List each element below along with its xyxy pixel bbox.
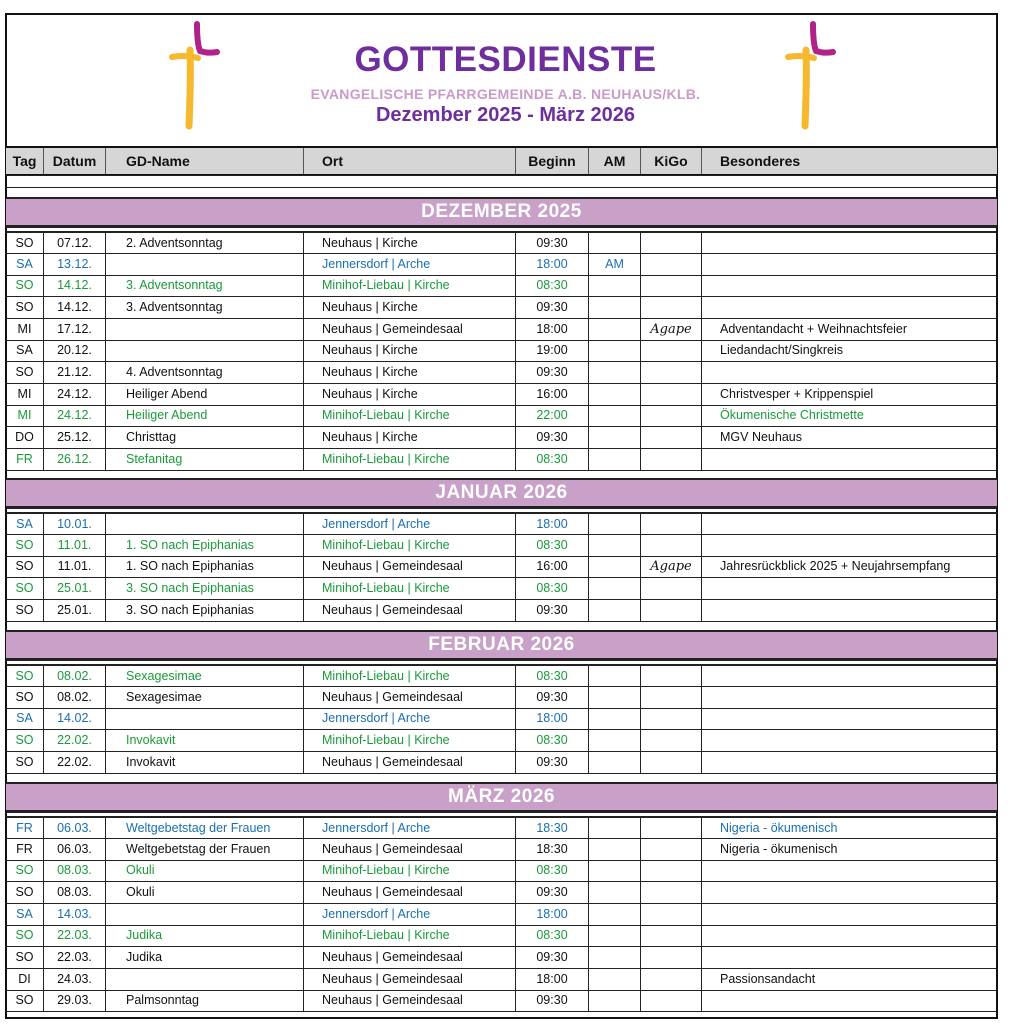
cell-gd-name: Heiliger Abend [106,384,304,406]
spacer-band [6,175,997,188]
cell-datum: 24.12. [44,405,106,427]
cell-datum: 29.03. [44,990,106,1012]
cell-ort: Neuhaus | Kirche [304,427,516,449]
table-row [6,535,997,557]
cell-beginn: 09:30 [516,687,589,709]
cell-ort: Minihof-Liebau | Kirche [304,405,516,427]
cell-besonderes [702,687,997,709]
cell-datum: 22.03. [44,925,106,947]
cell-datum: 06.03. [44,818,106,840]
page-subtitle: EVANGELISCHE PFARRGEMEINDE A.B. NEUHAUS/KLB. [310,86,701,102]
table-row [6,687,997,709]
cell-datum: 06.03. [44,839,106,861]
cell-tag: SO [6,666,44,688]
cell-tag: SO [6,297,44,319]
cell-beginn: 08:30 [516,925,589,947]
cell-beginn: 18:00 [516,319,589,341]
cell-ort: Minihof-Liebau | Kirche [304,860,516,882]
cell-ort: Neuhaus | Gemeindesaal [304,839,516,861]
col-tag: Tag [6,148,44,174]
cell-tag: SO [6,275,44,297]
cell-kigo [641,427,702,449]
cell-am [589,687,641,709]
cell-besonderes [702,990,997,1012]
cell-datum: 25.12. [44,427,106,449]
cell-ort: Neuhaus | Gemeindesaal [304,990,516,1012]
cell-am [589,839,641,861]
cell-kigo [641,708,702,730]
cell-besonderes [702,578,997,600]
cell-beginn: 09:30 [516,752,589,774]
table-row [6,752,997,774]
cell-datum: 24.03. [44,969,106,991]
cell-beginn: 18:00 [516,904,589,926]
cell-beginn: 08:30 [516,666,589,688]
cell-am [589,319,641,341]
cell-kigo [641,925,702,947]
cell-ort: Neuhaus | Gemeindesaal [304,752,516,774]
table-row [6,904,997,926]
cell-tag: DO [6,427,44,449]
cell-tag: SA [6,514,44,536]
cell-datum: 07.12. [44,233,106,255]
cell-gd-name: Judika [106,947,304,969]
table-row [6,665,997,687]
cell-gd-name: Sexagesimae [106,666,304,688]
cell-besonderes [702,860,997,882]
table-row [6,427,997,449]
cell-tag: SO [6,535,44,557]
table-row [6,925,997,947]
cell-am [589,514,641,536]
cell-besonderes [702,882,997,904]
cell-datum: 14.12. [44,297,106,319]
cell-tag: SO [6,578,44,600]
cell-gd-name: Judika [106,925,304,947]
table-row [6,839,997,861]
cell-beginn: 16:00 [516,384,589,406]
cell-beginn: 16:00 [516,556,589,578]
table-header [6,146,997,176]
cell-ort: Neuhaus | Gemeindesaal [304,319,516,341]
cell-besonderes [702,535,997,557]
cell-kigo [641,990,702,1012]
cell-beginn: 08:30 [516,860,589,882]
cell-am [589,730,641,752]
cell-am [589,818,641,840]
cell-am [589,427,641,449]
cell-gd-name [106,254,304,276]
cell-am [589,860,641,882]
cell-ort: Jennersdorf | Arche [304,514,516,536]
cell-am [589,708,641,730]
cell-kigo [641,233,702,255]
cell-kigo [641,860,702,882]
cell-beginn: 18:00 [516,708,589,730]
cell-besonderes [702,730,997,752]
col-gd-name: GD-Name [106,148,304,174]
cell-kigo [641,340,702,362]
col-ort: Ort [304,148,516,174]
cell-gd-name: Okuli [106,860,304,882]
cell-tag: SA [6,254,44,276]
cell-tag: SO [6,687,44,709]
cell-ort: Jennersdorf | Arche [304,904,516,926]
table-row [6,340,997,362]
cell-am [589,535,641,557]
cell-tag: SO [6,752,44,774]
page-title: GOTTESDIENSTE [354,40,657,79]
table-row [6,232,997,254]
cell-datum: 25.01. [44,578,106,600]
cell-datum: 26.12. [44,449,106,471]
col-besonderes: Besonderes [720,153,801,169]
cell-am [589,990,641,1012]
cell-ort: Neuhaus | Gemeindesaal [304,687,516,709]
cell-datum: 08.03. [44,860,106,882]
cell-gd-name: 2. Adventsonntag [106,233,304,255]
table-row [6,578,997,600]
cell-tag: MI [6,319,44,341]
cell-ort: Minihof-Liebau | Kirche [304,666,516,688]
cell-besonderes [702,600,997,622]
cell-tag: SA [6,340,44,362]
col-beginn: Beginn [516,148,589,174]
cell-besonderes [702,708,997,730]
table-row [6,297,997,319]
cell-tag: SO [6,882,44,904]
cell-gd-name: Heiliger Abend [106,405,304,427]
cell-datum: 13.12. [44,254,106,276]
cell-besonderes [702,514,997,536]
cell-besonderes [702,925,997,947]
cell-tag: MI [6,384,44,406]
cell-beginn: 09:30 [516,882,589,904]
cell-kigo [641,666,702,688]
cell-ort: Minihof-Liebau | Kirche [304,449,516,471]
cell-beginn: 09:30 [516,233,589,255]
cell-ort: Neuhaus | Gemeindesaal [304,969,516,991]
cell-besonderes: Passionsandacht [720,972,816,986]
cell-tag: SO [6,947,44,969]
table-row [6,254,997,276]
cell-datum: 22.03. [44,947,106,969]
cell-tag: SO [6,362,44,384]
cell-kigo [641,904,702,926]
cell-besonderes: Nigeria - ökumenisch [720,842,838,856]
cell-kigo [641,839,702,861]
table-row [6,969,997,991]
cell-am [589,340,641,362]
cell-datum: 20.12. [44,340,106,362]
cell-beginn: 08:30 [516,535,589,557]
cell-kigo [641,514,702,536]
cell-am [589,275,641,297]
table-row [6,990,997,1012]
table-row [6,556,997,578]
cell-tag: SO [6,860,44,882]
cell-besonderes [702,947,997,969]
cell-ort: Minihof-Liebau | Kirche [304,730,516,752]
cell-datum: 08.02. [44,687,106,709]
cell-am [589,752,641,774]
table-row [6,384,997,406]
cell-beginn: 18:00 [516,514,589,536]
cell-besonderes [702,752,997,774]
cell-kigo: Agape [641,556,702,578]
cell-gd-name: 1. SO nach Epiphanias [106,556,304,578]
cell-beginn: 09:30 [516,600,589,622]
cell-beginn: 18:30 [516,818,589,840]
col-am: AM [589,148,641,174]
cell-am [589,449,641,471]
cell-kigo [641,384,702,406]
cell-gd-name: 3. SO nach Epiphanias [106,600,304,622]
cell-ort: Jennersdorf | Arche [304,254,516,276]
section-header: MÄRZ 2026 [6,782,997,812]
cell-gd-name [106,514,304,536]
cell-ort: Neuhaus | Kirche [304,384,516,406]
table-row [6,708,997,730]
cell-ort: Minihof-Liebau | Kirche [304,535,516,557]
cell-datum: 14.03. [44,904,106,926]
cell-am [589,578,641,600]
cell-gd-name [106,319,304,341]
cell-besonderes [702,275,997,297]
table-row [6,275,997,297]
cell-gd-name [106,969,304,991]
cell-beginn: 08:30 [516,578,589,600]
cell-gd-name: Invokavit [106,730,304,752]
cell-tag: SO [6,556,44,578]
cell-besonderes [702,449,997,471]
cell-beginn: 09:30 [516,947,589,969]
cell-tag: FR [6,449,44,471]
cell-kigo [641,405,702,427]
cell-datum: 08.03. [44,882,106,904]
cell-datum: 14.02. [44,708,106,730]
table-row [6,947,997,969]
cell-datum: 22.02. [44,730,106,752]
cell-besonderes: Adventandacht + Weihnachtsfeier [720,322,908,336]
cell-tag: SO [6,600,44,622]
cell-datum: 17.12. [44,319,106,341]
col-kigo: KiGo [641,148,702,174]
cell-kigo [641,449,702,471]
cell-gd-name: 3. Adventsonntag [106,297,304,319]
cell-kigo [641,578,702,600]
cell-am [589,904,641,926]
cell-besonderes [702,254,997,276]
cell-tag: SO [6,990,44,1012]
cell-ort: Neuhaus | Gemeindesaal [304,556,516,578]
cell-am: AM [589,254,641,276]
cell-beginn: 08:30 [516,275,589,297]
cell-besonderes: MGV Neuhaus [720,430,802,444]
cell-tag: SO [6,730,44,752]
section-header: DEZEMBER 2025 [6,197,997,227]
cell-gd-name: Palmsonntag [106,990,304,1012]
table-row [6,513,997,535]
cell-am [589,362,641,384]
cell-datum: 22.02. [44,752,106,774]
cell-am [589,556,641,578]
cell-tag: SO [6,233,44,255]
cell-beginn: 18:00 [516,254,589,276]
cell-gd-name: Okuli [106,882,304,904]
table-row [6,319,997,341]
cell-kigo [641,275,702,297]
cell-am [589,297,641,319]
cell-besonderes [702,904,997,926]
cell-besonderes [702,297,997,319]
cell-am [589,969,641,991]
cell-gd-name [106,340,304,362]
cell-kigo [641,254,702,276]
cell-gd-name: 3. SO nach Epiphanias [106,578,304,600]
cell-beginn: 08:30 [516,730,589,752]
table-row [6,730,997,752]
cell-ort: Neuhaus | Kirche [304,297,516,319]
section-header: JANUAR 2026 [6,478,997,508]
cell-ort: Jennersdorf | Arche [304,818,516,840]
cell-gd-name: Invokavit [106,752,304,774]
cell-ort: Jennersdorf | Arche [304,708,516,730]
cell-tag: SA [6,904,44,926]
cell-beginn: 22:00 [516,405,589,427]
cell-datum: 14.12. [44,275,106,297]
period-title: Dezember 2025 - März 2026 [375,104,636,126]
cell-beginn: 09:30 [516,297,589,319]
cell-kigo [641,969,702,991]
cell-ort: Neuhaus | Gemeindesaal [304,600,516,622]
cell-gd-name: 1. SO nach Epiphanias [106,535,304,557]
cell-gd-name: 4. Adventsonntag [106,362,304,384]
cell-ort: Minihof-Liebau | Kirche [304,925,516,947]
cell-tag: DI [6,969,44,991]
cell-gd-name [106,708,304,730]
cell-ort: Neuhaus | Kirche [304,340,516,362]
cell-gd-name: 3. Adventsonntag [106,275,304,297]
cell-kigo [641,535,702,557]
cell-kigo [641,687,702,709]
cell-am [589,947,641,969]
cell-am [589,925,641,947]
cell-tag: FR [6,839,44,861]
cell-besonderes: Ökumenische Christmette [720,408,864,422]
cell-besonderes: Liedandacht/Singkreis [720,343,843,357]
cell-datum: 24.12. [44,384,106,406]
cell-tag: FR [6,818,44,840]
cell-kigo [641,600,702,622]
cell-ort: Neuhaus | Kirche [304,362,516,384]
cell-datum: 11.01. [44,556,106,578]
cell-tag: SA [6,708,44,730]
table-row [6,600,997,622]
cell-tag: MI [6,405,44,427]
cell-datum: 21.12. [44,362,106,384]
cell-gd-name: Sexagesimae [106,687,304,709]
table-row [6,405,997,427]
cell-beginn: 09:30 [516,427,589,449]
cell-datum: 11.01. [44,535,106,557]
cell-besonderes: Jahresrückblick 2025 + Neujahrsempfang [720,559,951,573]
cell-gd-name: Christtag [106,427,304,449]
cell-besonderes [702,362,997,384]
cell-beginn: 08:30 [516,449,589,471]
cell-kigo [641,752,702,774]
cell-gd-name [106,904,304,926]
cell-am [589,666,641,688]
cell-besonderes [702,666,997,688]
cell-kigo [641,818,702,840]
cell-am [589,405,641,427]
cell-ort: Neuhaus | Gemeindesaal [304,882,516,904]
cell-kigo: Agape [641,319,702,341]
table-row [6,362,997,384]
cell-besonderes: Nigeria - ökumenisch [720,821,838,835]
section-header: FEBRUAR 2026 [6,630,997,660]
table-row [6,449,997,471]
cell-ort: Minihof-Liebau | Kirche [304,578,516,600]
cell-datum: 08.02. [44,666,106,688]
cell-ort: Neuhaus | Kirche [304,233,516,255]
cell-kigo [641,882,702,904]
cell-gd-name: Stefanitag [106,449,304,471]
cell-beginn: 19:00 [516,340,589,362]
cell-kigo [641,297,702,319]
cell-ort: Neuhaus | Gemeindesaal [304,947,516,969]
cell-kigo [641,947,702,969]
cell-am [589,600,641,622]
cell-am [589,233,641,255]
cell-ort: Minihof-Liebau | Kirche [304,275,516,297]
table-row [6,882,997,904]
cell-datum: 10.01. [44,514,106,536]
cell-kigo [641,730,702,752]
cell-beginn: 09:30 [516,362,589,384]
cell-datum: 25.01. [44,600,106,622]
cell-beginn: 09:30 [516,990,589,1012]
cell-kigo [641,362,702,384]
table-row [6,860,997,882]
cell-gd-name: Weltgebetstag der Frauen [106,818,304,840]
cell-beginn: 18:30 [516,839,589,861]
cell-gd-name: Weltgebetstag der Frauen [106,839,304,861]
cell-besonderes [702,233,997,255]
col-datum: Datum [44,148,106,174]
cell-am [589,384,641,406]
cell-beginn: 18:00 [516,969,589,991]
table-row [6,817,997,839]
cell-am [589,882,641,904]
cell-tag: SO [6,925,44,947]
cell-besonderes: Christvesper + Krippenspiel [720,387,874,401]
